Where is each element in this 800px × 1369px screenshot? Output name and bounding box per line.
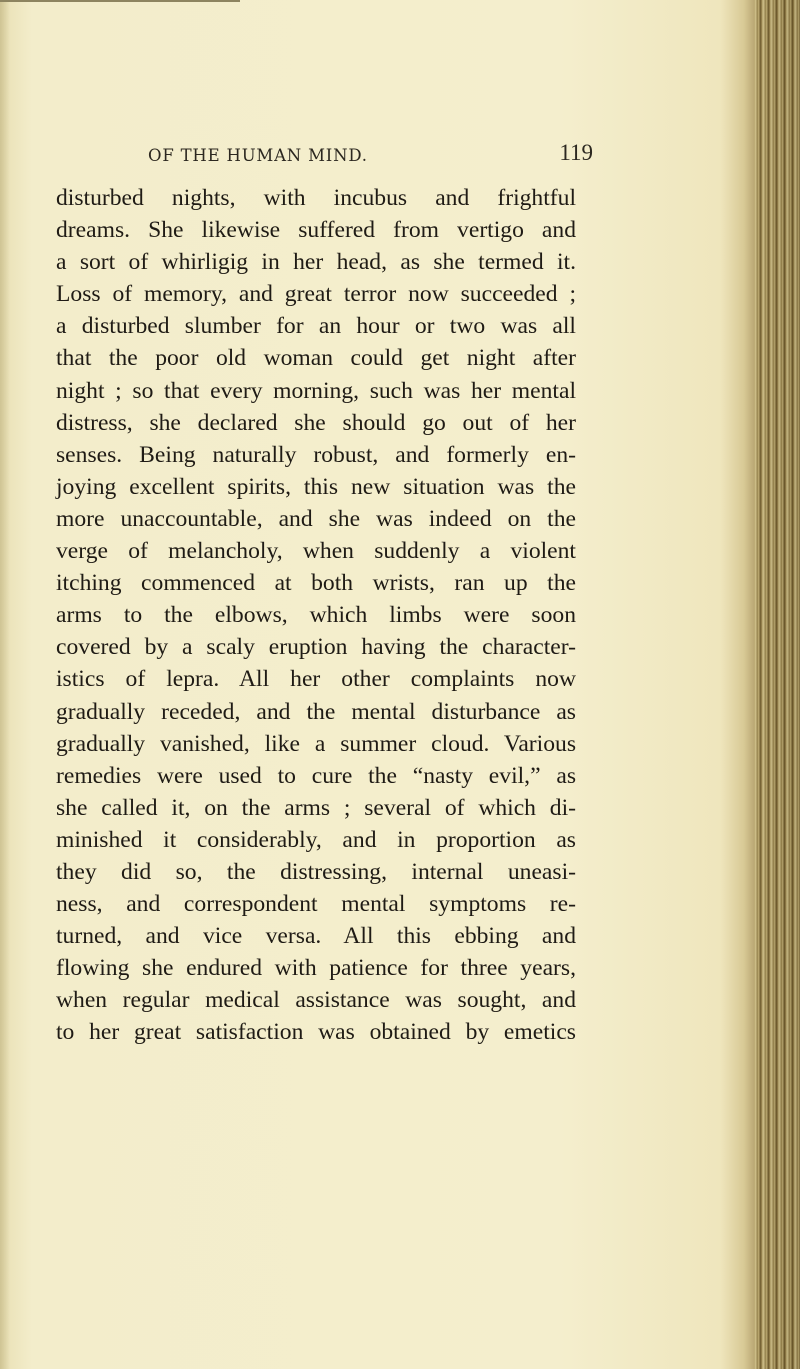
- text-line: gradually vanished, like a summer cloud. Various: [56, 730, 576, 757]
- text-line: itching commenced at both wrists, ran up the: [56, 570, 576, 597]
- text-line: turned, and vice versa. All this ebbing and: [56, 923, 576, 950]
- text-line: that the poor old woman could get night after: [56, 345, 576, 372]
- text-line: distress, she declared she should go out of her: [56, 409, 576, 436]
- text-line: ness, and correspondent mental symptoms re-: [56, 891, 576, 918]
- text-line: senses. Being naturally robust, and formerly en-: [56, 441, 576, 468]
- top-edge-rule: [0, 0, 240, 2]
- page-number: 119: [559, 140, 593, 165]
- text-line: arms to the elbows, which limbs were soon: [56, 602, 576, 629]
- text-line: verge of melancholy, when suddenly a violent: [56, 538, 576, 565]
- running-head: [148, 140, 593, 176]
- text-line: dreams. She likewise suffered from vertigo and: [56, 217, 576, 244]
- text-line: istics of lepra. All her other complaints now: [56, 666, 576, 693]
- text-line: disturbed nights, with incubus and frightful: [56, 185, 576, 211]
- text-line: a sort of whirligig in her head, as she termed it.: [56, 249, 576, 276]
- text-line: Loss of memory, and great terror now succeeded ;: [56, 281, 576, 308]
- text-line: night ; so that every morning, such was her mental: [56, 377, 576, 404]
- text-line: remedies were used to cure the “nasty evil,” as: [56, 762, 576, 789]
- text-line: gradually receded, and the mental disturbance as: [56, 698, 576, 725]
- text-line: flowing she endured with patience for three years,: [56, 955, 576, 982]
- body-text: [56, 182, 576, 1049]
- text-line: when regular medical assistance was sought, and: [56, 987, 576, 1014]
- book-spine-edge: [754, 0, 800, 1369]
- text-line: she called it, on the arms ; several of which di-: [56, 794, 576, 821]
- text-line: they did so, the distressing, internal uneasi-: [56, 858, 576, 885]
- text-line: joying excellent spirits, this new situation was the: [56, 473, 576, 500]
- text-line: minished it considerably, and in proportion as: [56, 826, 576, 853]
- text-line: covered by a scaly eruption having the character-: [56, 634, 576, 661]
- running-head-title: OF THE HUMAN MIND.: [148, 146, 368, 165]
- text-line: a disturbed slumber for an hour or two was all: [56, 313, 576, 340]
- page-left-shadow: [0, 0, 10, 1369]
- text-line: more unaccountable, and she was indeed on the: [56, 505, 576, 532]
- text-line: to her great satisfaction was obtained by emetics: [56, 1019, 576, 1046]
